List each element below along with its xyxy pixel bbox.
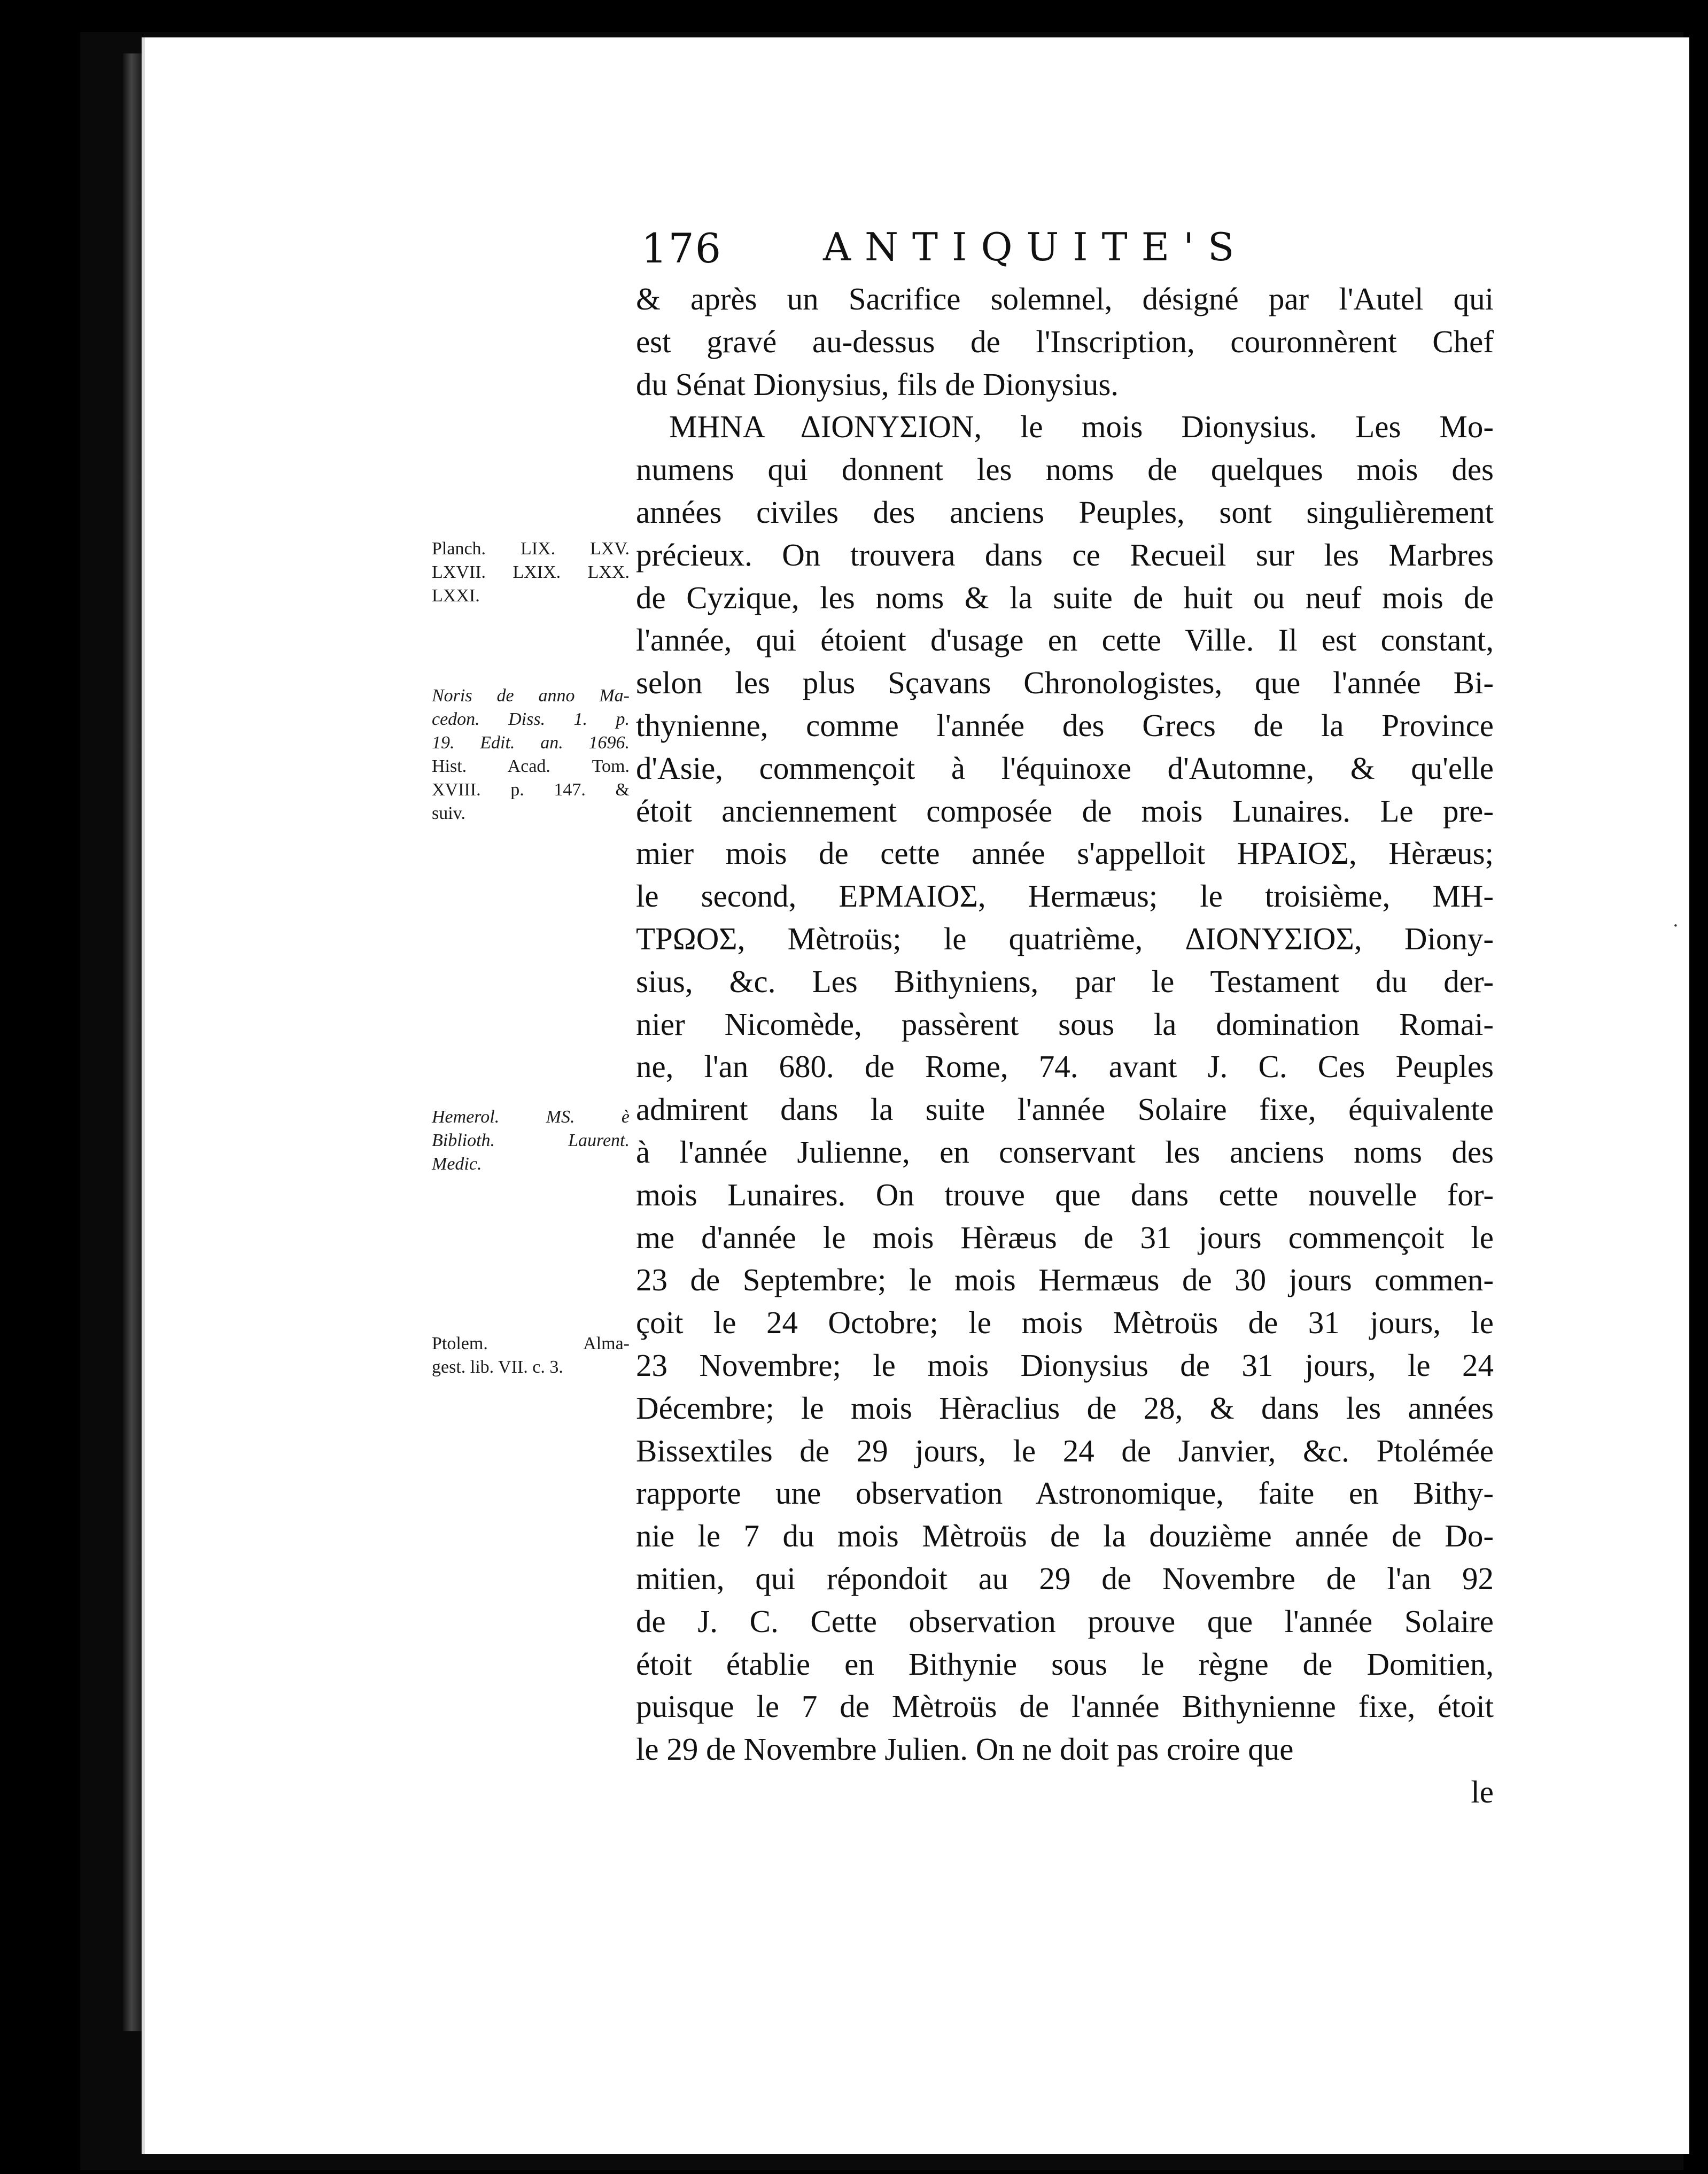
body-text	[636, 278, 1494, 1814]
margin-note-line: Planch. LIX. LXV.	[432, 539, 630, 559]
margin-note-noris	[432, 684, 630, 825]
margin-note-line: Ptolem. Alma-	[432, 1334, 630, 1353]
margin-note-line: Hemerol. MS. è	[432, 1107, 630, 1127]
text-line: d'Asie, commençoit à l'équinoxe d'Automne, & qu'elle	[636, 750, 1494, 786]
text-line: mitien, qui répondoit au 29 de Novembre de l'an 92	[636, 1560, 1494, 1596]
margin-note-plates	[432, 537, 630, 608]
text-line: numens qui donnent les noms de quelques mois des	[636, 452, 1494, 488]
text-line: du Sénat Dionysius, fils de Dionysius.	[636, 366, 1119, 402]
text-line: est gravé au-dessus de l'Inscription, couronnèrent Chef	[636, 323, 1494, 359]
text-line: 23 de Septembre; le mois Hermæus de 30 jours commen-	[636, 1262, 1494, 1298]
page-gutter-edge	[123, 53, 144, 2031]
margin-note-line: Hist. Acad. Tom.	[432, 756, 630, 776]
text-line: 23 Novembre; le mois Dionysius de 31 jours, le 24	[636, 1347, 1494, 1383]
margin-note-line: LXVII. LXIX. LXX.	[432, 562, 630, 582]
text-line: ΤΡΩΟΣ, Mètroüs; le quatrième, ΔΙΟΝΥΣΙΟΣ, Diony-	[636, 920, 1494, 956]
margin-note-line: cedon. Diss. 1. p.	[432, 709, 630, 729]
text-line: précieux. On trouvera dans ce Recueil sur les Marbres	[636, 537, 1494, 572]
margin-note-hemerol	[432, 1105, 630, 1176]
text-line: étoit établie en Bithynie sous le règne de Domitien,	[636, 1646, 1494, 1682]
text-line: l'année, qui étoient d'usage en cette Ville. Il est constant,	[636, 622, 1494, 658]
stray-ink-mark: ·	[1673, 915, 1679, 937]
page-header	[641, 225, 1488, 283]
text-line: à l'année Julienne, en conservant les anciens noms des	[636, 1134, 1494, 1170]
text-line: mier mois de cette année s'appelloit ΗΡΑΙΟΣ, Hèræus;	[636, 835, 1494, 871]
margin-note-line: LXXI.	[432, 586, 480, 606]
margin-note-line: gest. lib. VII. c. 3.	[432, 1357, 563, 1377]
text-line: années civiles des anciens Peuples, sont singulièrement	[636, 494, 1494, 530]
page-number: 176	[641, 225, 723, 272]
margin-note-line: Noris de anno Ma-	[432, 686, 630, 706]
text-line: thynienne, comme l'année des Grecs de la Province	[636, 707, 1494, 743]
text-line: ΜΗΝΑ ΔΙΟΝΥΣΙΟΝ, le mois Dionysius. Les Mo-	[669, 409, 1494, 445]
text-line: le second, ΕΡΜΑΙΟΣ, Hermæus; le troisième, ΜΗ-	[636, 878, 1494, 914]
margin-note-line: Medic.	[432, 1154, 482, 1174]
text-line: & après un Sacrifice solemnel, désigné par l'Autel qui	[636, 281, 1494, 316]
margin-note-line: suiv.	[432, 803, 465, 823]
text-line: puisque le 7 de Mètroüs de l'année Bithynienne fixe, étoit	[636, 1689, 1494, 1724]
text-line: admirent dans la suite l'année Solaire fixe, équivalente	[636, 1092, 1494, 1127]
text-line: le	[1471, 1774, 1494, 1809]
text-line: ne, l'an 680. de Rome, 74. avant J. C. Ces Peuples	[636, 1049, 1494, 1085]
margin-note-line: 19. Edit. an. 1696.	[432, 733, 630, 753]
text-line: mois Lunaires. On trouve que dans cette nouvelle for-	[636, 1177, 1494, 1212]
text-line: le 29 de Novembre Julien. On ne doit pas croire que	[636, 1731, 1294, 1767]
text-line: de Cyzique, les noms & la suite de huit ou neuf mois de	[636, 579, 1494, 615]
text-line: rapporte une observation Astronomique, faite en Bithy-	[636, 1475, 1494, 1511]
text-line: nie le 7 du mois Mètroüs de la douzième année de Do-	[636, 1518, 1494, 1554]
margin-note-line: XVIII. p. 147. &	[432, 780, 630, 800]
text-line: de J. C. Cette observation prouve que l'année Solaire	[636, 1603, 1494, 1639]
running-title: ANTIQUITE'S	[823, 225, 1248, 269]
text-line: çoit le 24 Octobre; le mois Mètroüs de 31 jours, le	[636, 1305, 1494, 1341]
text-line: étoit anciennement composée de mois Lunaires. Le pre-	[636, 793, 1494, 829]
text-line: selon les plus Sçavans Chronologistes, que l'année Bi-	[636, 665, 1494, 701]
text-line: nier Nicomède, passèrent sous la domination Romai-	[636, 1006, 1494, 1042]
text-line: Décembre; le mois Hèraclius de 28, & dans les années	[636, 1390, 1494, 1426]
text-line: Bissextiles de 29 jours, le 24 de Janvier, &c. Ptolémée	[636, 1433, 1494, 1468]
margin-note-ptolemy	[432, 1332, 630, 1379]
margin-note-line: Biblioth. Laurent.	[432, 1131, 630, 1150]
text-line: sius, &c. Les Bithyniens, par le Testament du der-	[636, 963, 1494, 999]
text-line: me d'année le mois Hèræus de 31 jours commençoit le	[636, 1219, 1494, 1255]
